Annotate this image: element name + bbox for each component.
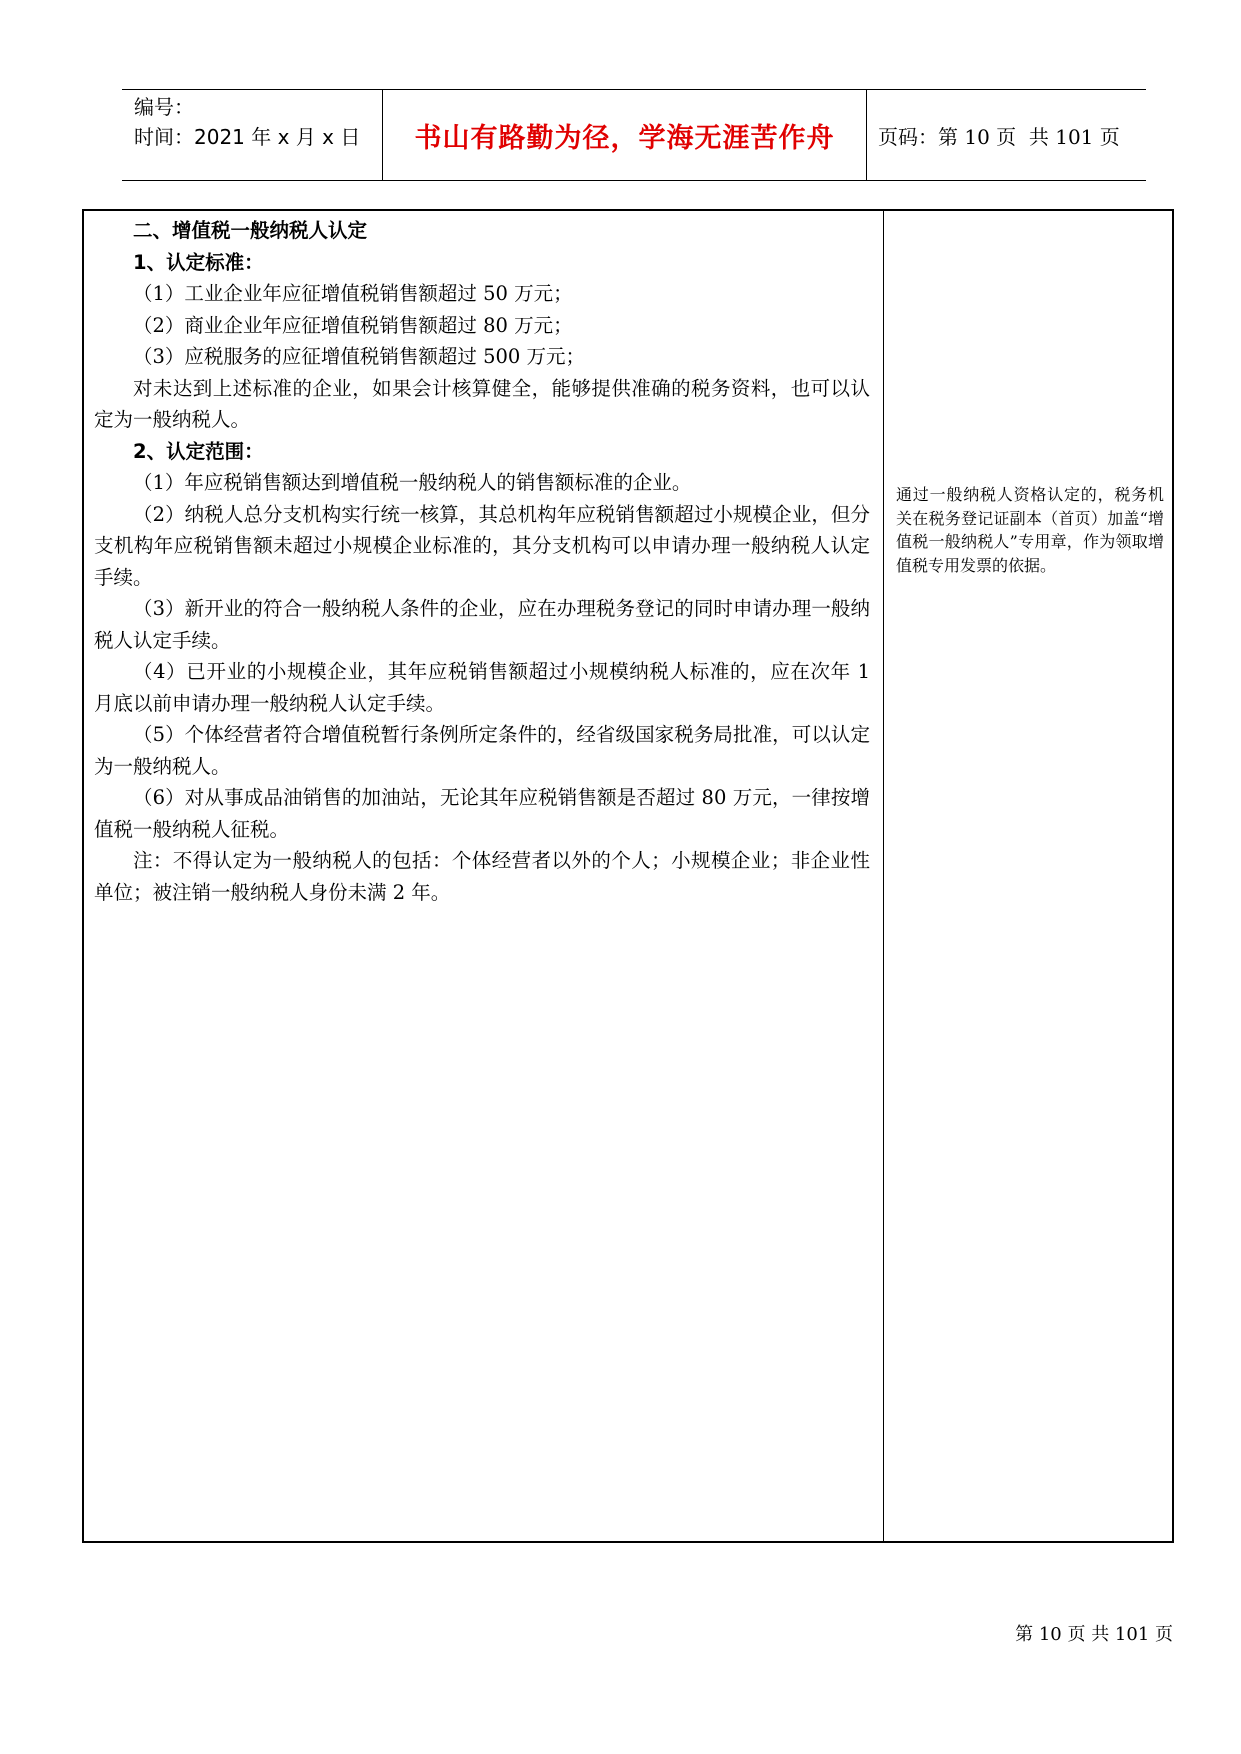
content-table	[82, 209, 1174, 1543]
scope-item: （6）对从事成品油销售的加油站，无论其年应税销售额是否超过 80 万元，一律按增值税一般纳税人征税。	[94, 786, 870, 841]
header-divider	[866, 90, 867, 180]
exclusion-note: 注：不得认定为一般纳税人的包括：个体经营者以外的个人；小规模企业；非企业性单位；被注销一般纳税人身份未满 2 年。	[94, 849, 870, 904]
document-time-label: 时间：2021 年 x 月 x 日	[134, 125, 361, 149]
section-title: 二、增值税一般纳税人认定	[133, 219, 368, 242]
standard-item: （1）工业企业年应征增值税销售额超过 50 万元；	[133, 282, 573, 305]
scope-item: （2）纳税人总分支机构实行统一核算，其总机构年应税销售额超过小规模企业，但分支机构年应税销售额未超过小规模企业标准的，其分支机构可以申请办理一般纳税人认定手续。	[94, 502, 870, 589]
header-meta	[134, 92, 360, 152]
standards-note: 对未达到上述标准的企业，如果会计核算健全，能够提供准确的税务资料，也可以认定为一般纳税人。	[94, 376, 870, 431]
standards-heading: 1、认定标准：	[133, 250, 264, 274]
header-motto: 书山有路勤为径，学海无涯苦作舟	[414, 122, 835, 154]
page-header	[122, 89, 1146, 181]
standard-item: （2）商业企业年应征增值税销售额超过 80 万元；	[133, 313, 573, 337]
standard-item: （3）应税服务的应征增值税销售额超过 500 万元；	[133, 345, 586, 368]
main-content	[94, 215, 870, 908]
header-page-number: 页码：第 10 页 共 101 页	[878, 124, 1120, 149]
page-footer: 第 10 页 共 101 页	[1015, 1624, 1173, 1645]
scope-item: （3）新开业的符合一般纳税人条件的企业，应在办理税务登记的同时申请办理一般纳税人认定手续。	[94, 597, 870, 652]
scope-item: （4）已开业的小规模企业，其年应税销售额超过小规模纳税人标准的，应在次年 1 月底以前申请办理一般纳税人认定手续。	[94, 660, 870, 715]
document-number-label: 编号：	[134, 95, 194, 119]
column-divider	[883, 211, 884, 1541]
scope-item: （5）个体经营者符合增值税暂行条例所定条件的，经省级国家税务局批准，可以认定为一般纳税人。	[94, 723, 870, 778]
scope-heading: 2、认定范围：	[133, 439, 264, 463]
side-note: 通过一般纳税人资格认定的，税务机关在税务登记证副本（首页）加盖“增值税一般纳税人”专用章，作为领取增值税专用发票的依据。	[896, 485, 1164, 575]
scope-item: （1）年应税销售额达到增值税一般纳税人的销售额标准的企业。	[133, 471, 692, 494]
